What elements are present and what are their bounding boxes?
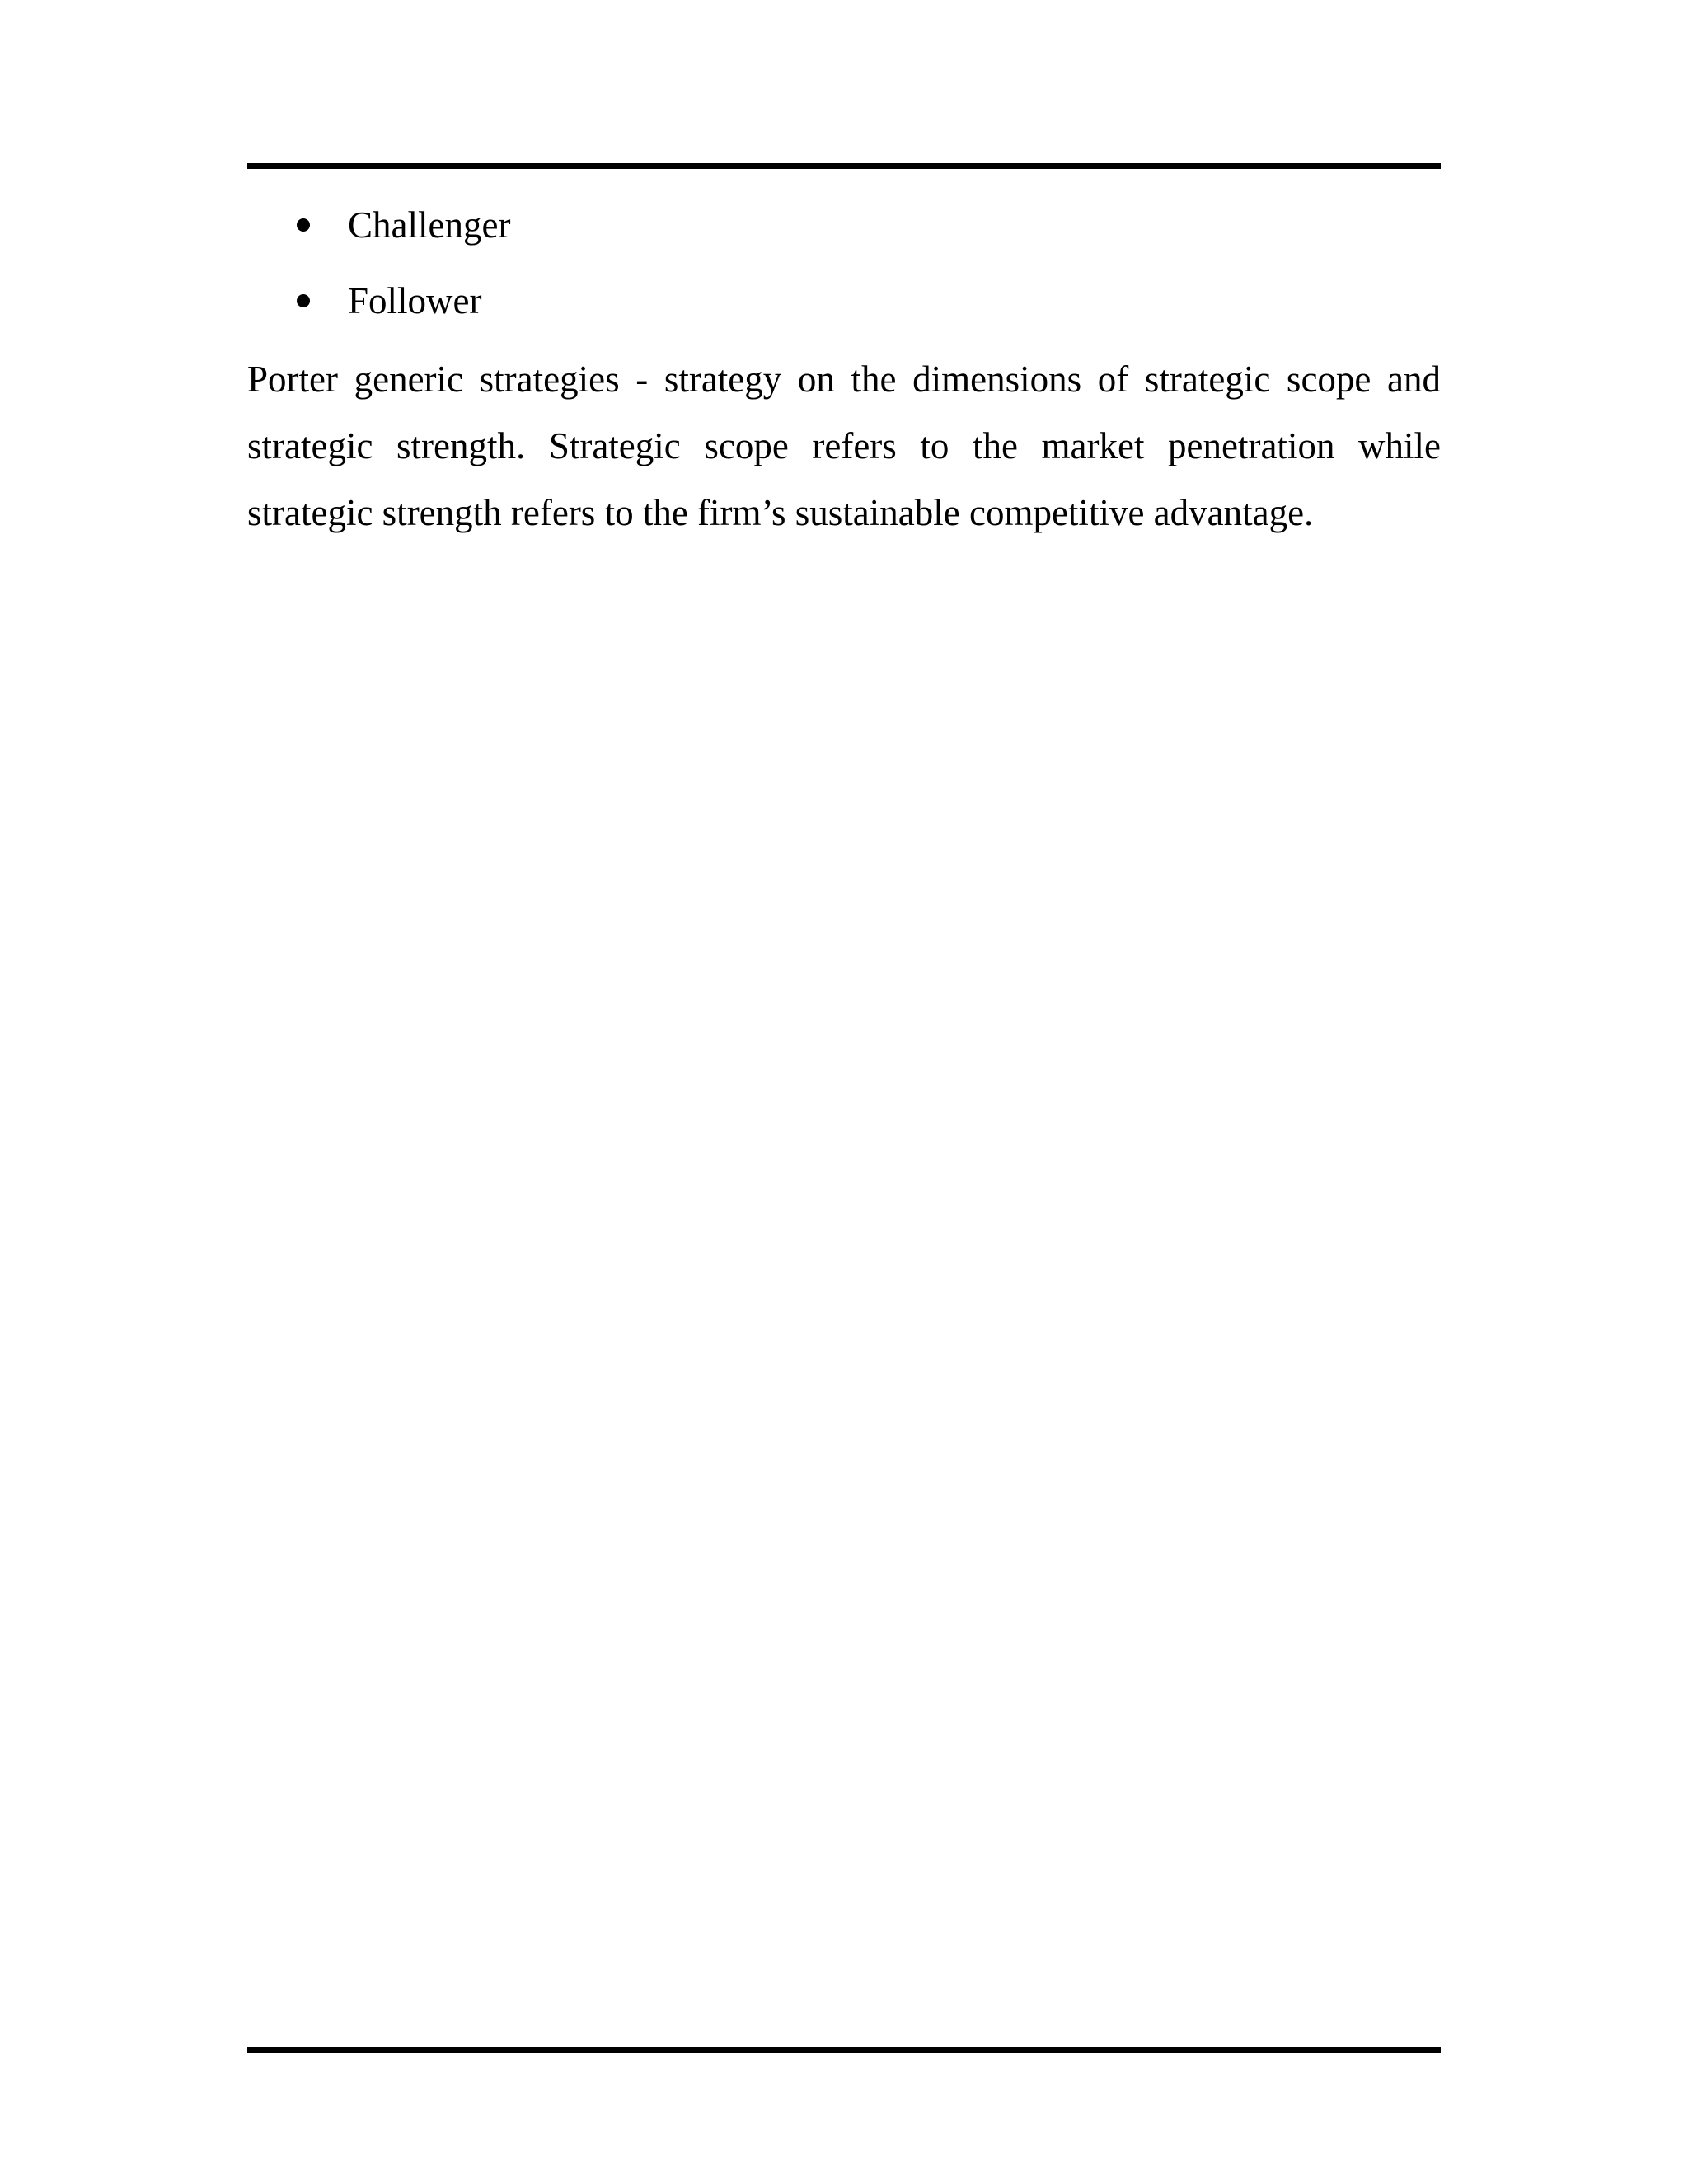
top-horizontal-rule	[247, 163, 1441, 169]
paragraph-line: strategic strength. Strategic scope refers to the market penetration while	[247, 425, 1441, 466]
bullet-icon	[297, 294, 310, 307]
paragraph-line: strategic strength refers to the firm’s sustainable competitive advantage.	[247, 492, 1314, 533]
body-paragraph	[247, 346, 1441, 546]
bullet-text: Challenger	[348, 204, 511, 246]
bottom-horizontal-rule	[247, 2047, 1441, 2053]
paragraph-line: Porter generic strategies - strategy on the dimensions of strategic scope and	[247, 359, 1441, 400]
bullet-text: Follower	[348, 280, 482, 321]
bullet-icon	[297, 218, 310, 232]
